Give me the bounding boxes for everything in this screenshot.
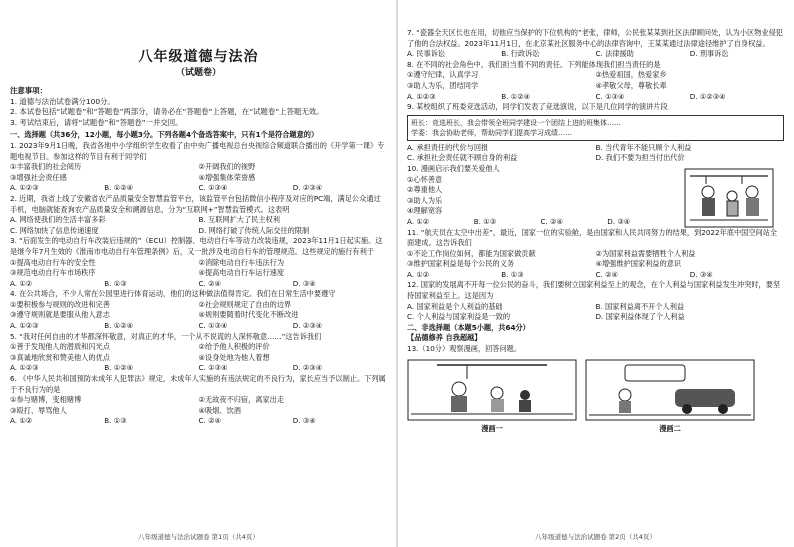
sub-heading: 【品德修养 自我超越】 — [407, 333, 482, 343]
answer-choice: B. ①③ — [473, 216, 497, 226]
option: ②无故夜不归宿，离家出走 — [198, 395, 285, 405]
answer-choice: A. ①② — [10, 416, 33, 426]
answer-choice: D. ③④ — [689, 269, 713, 279]
answer-choice: C. 承担社会责任就不顾自身的利益 — [407, 153, 518, 163]
question-13: 13.（10分）观察漫画，回答问题。 — [407, 344, 522, 354]
answer-choice: C. ②④ — [540, 216, 563, 226]
answer-choice: C. 法律援助 — [595, 49, 634, 59]
answer-choice: D. 刑事诉讼 — [689, 49, 729, 59]
option: ①参与赌博，变相赌博 — [10, 395, 82, 405]
answer-choice: A. ①② — [407, 216, 430, 226]
answer-choice: B. ①③ — [501, 269, 524, 279]
question-stem: 1. 2023年9月1日晚，我省各地中小学组织学生收看了由中央广播电视总台央视综合频道联合播出的《开学第一课》专题电视节目。参加这样的节目有利于同学们 — [10, 140, 385, 161]
option: ③维护国家利益是每个公民的义务 — [407, 259, 515, 269]
option: ③增强社会责任感 — [10, 172, 67, 182]
answer-choice: D. 网络打破了传统人际交往的限制 — [198, 225, 310, 235]
option: ①善于发现他人的潜质和闪光点 — [10, 342, 110, 352]
question-12 — [407, 280, 784, 322]
option: ③真诚地欣赏和赞美他人的优点 — [10, 352, 110, 362]
question-stem: 10. 漫画启示我们要关爱他人 — [407, 163, 500, 173]
comic-1-label: 漫画一 — [481, 424, 503, 434]
answer-choice: C. ①③④ — [198, 183, 228, 193]
section-2-heading: 二、非选择题（本题5小题，共64分） — [407, 322, 530, 332]
comic-2-label: 漫画二 — [659, 424, 681, 434]
answer-choice: A. ①② — [10, 278, 33, 288]
question-10 — [407, 164, 784, 228]
answer-choice: A. ①②③ — [10, 363, 39, 373]
answer-choice: A. ①②③ — [407, 91, 436, 101]
option: ②为国家利益需要牺牲个人利益 — [595, 248, 696, 258]
answer-choice: C. ②④ — [198, 416, 221, 426]
answer-choice: B. ①②④ — [501, 91, 531, 101]
page-footer: 八年级道德与法治试题卷 第1页（共4页） — [138, 533, 259, 542]
answer-choice: C. 网络加快了信息传递速度 — [10, 225, 99, 235]
question-stem: 7. “瓷器全天区长也在用，切他应当保护的下位机构的”老张，律师，公民张某某到社区法律顾问处，认为小区物业侵犯了他的合法权益。2023年11月1日，在北京某社区服务中心的法律咨询中，王某某通过法律途径维护了自身权益。 — [407, 28, 783, 48]
question-4 — [10, 289, 387, 331]
comic-2 — [585, 359, 755, 435]
question-7 — [407, 28, 784, 60]
answer-choice: A. 国家利益是个人利益的基础 — [407, 301, 503, 311]
option: ①遵守纪律，认真学习 — [407, 70, 479, 80]
answer-choice: D. ②③④ — [292, 321, 323, 331]
option: ①心怀善意 — [407, 174, 443, 184]
answer-choice: C. 个人利益与国家利益是一致的 — [407, 312, 511, 322]
answer-choice: C. ①③④ — [595, 91, 625, 101]
section-1-heading: 一、选择题（共36分，12小题，每小题3分。下列各题4个备选答案中，只有1个是符合题意的） — [10, 130, 319, 140]
option: ③规范电动自行车市场秩序 — [10, 268, 96, 278]
answer-choice: D. ③④ — [292, 416, 316, 426]
answer-choice: B. 国家利益离不开个人利益 — [595, 301, 685, 311]
option: ④提高电动自行车运行速度 — [198, 268, 285, 278]
option: ④孝敬父母，尊敬长辈 — [595, 80, 667, 90]
question-stem: 3. “后面发生的电动自行车改装后违规的”（ECU）控制器、电动自行车等动力改装违规，2023年11月1日起实施。这是继今年7月生效的《淮南市电动自行车管理条例》后，又一批涉及电动自行车的管理规范。这些规定的施行有利于 — [10, 236, 383, 256]
answer-choice: C. ②④ — [595, 269, 618, 279]
exam-subtitle: （试题卷） — [175, 68, 221, 78]
right-page — [397, 0, 794, 547]
notice-3: 3. 考试结束后，请将“试题卷”和“答题卷”一并交回。 — [10, 117, 183, 127]
option: ③助人为乐 — [407, 195, 443, 205]
notice-header: 注意事项： — [10, 86, 47, 95]
question-11 — [407, 228, 784, 281]
option: ①提高电动自行车的安全性 — [10, 257, 96, 267]
option: ④设身处地为他人着想 — [198, 352, 270, 362]
answer-choice: D. 我们不要为担当付出代价 — [595, 153, 685, 163]
option: ②开阔我们的视野 — [198, 162, 256, 172]
comic-row — [407, 359, 784, 435]
answer-choice: D. ③④ — [292, 278, 316, 288]
option: ②尊重他人 — [407, 185, 443, 195]
option: ②消除电动自行车违法行为 — [198, 257, 285, 267]
answer-choice: D. ②③④ — [292, 183, 323, 193]
question-stem: 8. 在不同的社会角色中，我们担当着不同的责任。下列能体现我们担当责任的是 — [407, 59, 661, 69]
option: ④增强集体荣誉感 — [198, 172, 256, 182]
comic-1 — [407, 359, 577, 435]
answer-choice: C. ①③④ — [198, 363, 228, 373]
question-9 — [407, 102, 784, 164]
question-8 — [407, 60, 784, 102]
answer-choice: B. 互联网扩大了民主权利 — [198, 215, 280, 225]
question-6 — [10, 374, 387, 427]
quote-box — [407, 115, 784, 141]
question-stem: 12. 国家的发展离不开每一位公民的奋斗，我们要树立国家利益至上的观念，在个人利益与国家利益发生冲突时，要坚持国家利益至上。这是因为 — [407, 280, 781, 301]
question-2 — [10, 194, 387, 236]
question-5 — [10, 332, 387, 374]
answer-choice: B. ①②④ — [104, 321, 134, 331]
answer-choice: D. ③④ — [607, 216, 631, 226]
answer-choice: D. ②③④ — [292, 363, 323, 373]
option: ①要积极参与规则的改进和完善 — [10, 299, 110, 309]
option: ③殴打、辱骂他人 — [10, 405, 67, 415]
option: ②社会规则规定了自由的边界 — [198, 299, 292, 309]
bus-cartoon-illustration — [684, 168, 774, 228]
answer-choice: B. ①③ — [104, 416, 127, 426]
question-stem: 2. 近期，我省上线了安徽省农产品质量安全智慧监管平台，该监管平台包括微信小程序及对应的PC端，满足公众通过手机，电脑就能查询农产品质量安全和溯源信息，分为“互联网+”智慧监管模式。这表明 — [10, 193, 381, 214]
exam-title: 八年级道德与法治 — [138, 49, 259, 65]
answer-choice: A. 民事诉讼 — [407, 49, 446, 59]
comic-2-illustration — [585, 359, 755, 421]
answer-choice: B. ①②④ — [104, 183, 134, 193]
comic-1-illustration — [407, 359, 577, 421]
answer-choice: A. ①②③ — [10, 321, 39, 331]
notice-1: 1. 道德与法治试卷满分100分。 — [10, 96, 115, 106]
option: ③助人为乐，团结同学 — [407, 80, 479, 90]
quote-line: 学委：我会协助老师，帮助同学们提高学习成绩…… — [411, 128, 572, 137]
question-stem: 9. 某校组织了班委竞选活动，同学们发表了竞选演说，以下是几位同学的演讲片段 — [407, 102, 668, 112]
option: ②热爱祖国，热爱家乡 — [595, 70, 667, 80]
page-footer: 八年级道德与法治试题卷 第2页（共4页） — [535, 533, 656, 542]
answer-choice: B. ①②④ — [104, 363, 134, 373]
quote-line: 班长：竞选班长，我会带领全班同学建设一个团结上进的班集体…… — [411, 118, 621, 127]
answer-choice: B. ①③ — [104, 278, 127, 288]
answer-choice: C. ②④ — [198, 278, 221, 288]
answer-choice: A. ①② — [407, 269, 430, 279]
question-stem: 6. 《中华人民共和国预防未成年人犯罪法》规定，未成年人实施的有违法规定的不良行为，家长应当予以制止。下列属于不良行为的是 — [10, 374, 386, 394]
option: ④理解宽容 — [407, 206, 443, 216]
answer-choice: A. ①②③ — [10, 183, 39, 193]
answer-choice: B. 当代青年不能只顾个人利益 — [595, 142, 692, 152]
question-stem: 5. “我对任何自由的才华都深怀敬意，对真正的才华，一个从不说谎的人深怀敬意……”这告诉我们 — [10, 331, 322, 341]
option: ④增强维护国家利益的意识 — [595, 259, 682, 269]
option: ③遵守规则就是要服从他人意志 — [10, 310, 110, 320]
answer-choice: D. ①②③④ — [689, 91, 726, 101]
option: ④吸烟、饮酒 — [198, 405, 241, 415]
option: ④规则要随着时代变化不断改进 — [198, 310, 299, 320]
answer-choice: B. 行政诉讼 — [501, 49, 540, 59]
option: ①丰富我们的社会阅历 — [10, 162, 82, 172]
answer-choice: A. 网络使我们的生活丰富多彩 — [10, 215, 106, 225]
question-stem: 4. 在公共场合，不少人常在公园里进行体育运动，他们的这种做法值得肯定。我们在日常生活中要遵守 — [10, 289, 336, 299]
answer-choice: A. 承担责任的代价与回报 — [407, 142, 489, 152]
notice-2: 2. 本试卷包括“试题卷”和“答题卷”两部分，请务必在“答题卷”上答题，在“试题卷”上答题无效。 — [10, 107, 324, 117]
question-stem: 11. “航天员在太空中出差”，最近，国家一位的实验舱，是由国家和人民共同努力的结果，到2022年底中国空间站全面建成。这告诉我们 — [407, 227, 778, 248]
answer-choice: D. 国家利益体现了个人利益 — [595, 312, 685, 322]
answer-choice: C. ①③④ — [198, 321, 228, 331]
question-1 — [10, 141, 387, 194]
option: ①不论工作岗位如何，都能为国家做贡献 — [407, 248, 536, 258]
question-3 — [10, 236, 387, 289]
option: ②给予他人积极的评价 — [198, 342, 270, 352]
